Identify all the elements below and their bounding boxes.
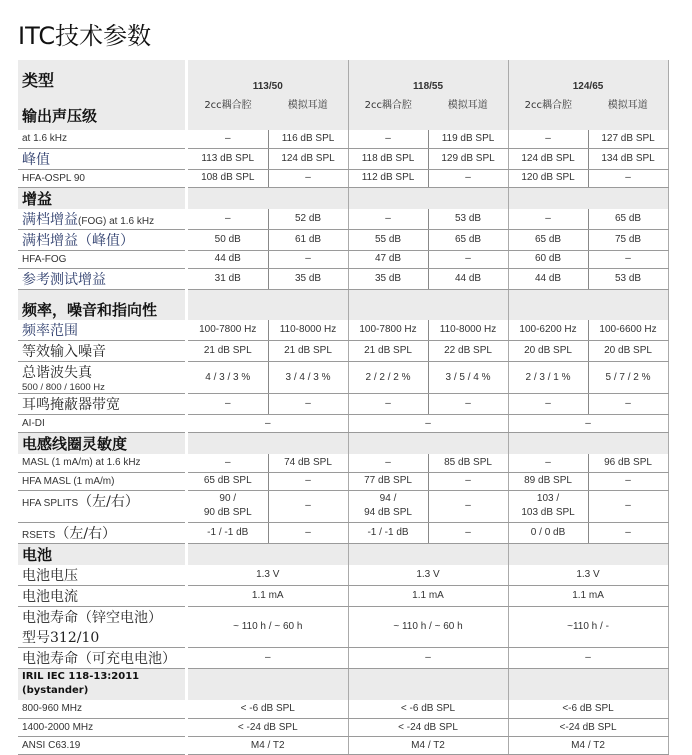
row-label: 满档增益 <box>22 211 78 228</box>
section-label: IRIL IEC 118-13:2011 <box>22 671 140 683</box>
subcol-header: 2cc耦合腔 <box>508 92 588 130</box>
value-cell: – <box>188 209 268 230</box>
value-cell: 110-8000 Hz <box>268 320 348 341</box>
label-cell <box>18 394 185 415</box>
value-cell: 61 dB <box>268 229 348 250</box>
label-cell <box>18 209 185 230</box>
value-cell: 3 / 4 / 3 % <box>268 362 348 394</box>
subcol-header: 2cc耦合腔 <box>188 92 268 130</box>
value-cell: – <box>188 394 268 415</box>
value-cell: -1 / -1 dB <box>348 522 428 543</box>
section-row <box>18 543 668 565</box>
value-cell: – <box>268 394 348 415</box>
value-cell: M4 / T2 <box>188 736 348 754</box>
table-row <box>18 268 668 289</box>
value-cell: 124 dB SPL <box>268 148 348 169</box>
label-cell <box>18 606 185 647</box>
table-row <box>18 606 668 647</box>
label-cell <box>18 718 185 736</box>
model-header: 124/65 <box>508 60 668 92</box>
value-cell: – <box>508 454 588 472</box>
value-cell: < -24 dB SPL <box>188 718 348 736</box>
row-label-suffix: （左/右） <box>78 493 139 510</box>
value-cell: 2 / 3 / 1 % <box>508 362 588 394</box>
table-row <box>18 565 668 586</box>
section-row <box>18 187 668 209</box>
table-row <box>18 250 668 268</box>
value-cell: – <box>508 415 668 433</box>
value-cell: – <box>588 169 668 187</box>
value-cell: 100-7800 Hz <box>188 320 268 341</box>
value-cell: – <box>428 472 508 490</box>
value-cell: – <box>348 647 508 668</box>
row-label: HFA-OSPL 90 <box>22 172 85 184</box>
table-row <box>18 454 668 472</box>
table-row <box>18 229 668 250</box>
value-cell: ~ 110 h / ~ 60 h <box>348 606 508 647</box>
value-cell: 65 dB <box>428 229 508 250</box>
row-label: 峰值 <box>22 151 50 168</box>
value-cell: – <box>268 490 348 522</box>
section-cell <box>18 187 185 209</box>
value-cell: 124 dB SPL <box>508 148 588 169</box>
table-row <box>18 585 668 606</box>
table-row <box>18 472 668 490</box>
value-cell: < -24 dB SPL <box>348 718 508 736</box>
value-cell: 65 dB <box>588 209 668 230</box>
value-cell: 21 dB SPL <box>348 341 428 362</box>
section-output-level: 输出声压级 <box>22 107 98 125</box>
page-title: ITC技术参数 <box>18 22 152 50</box>
model-header: 113/50 <box>188 60 348 92</box>
value-cell: 21 dB SPL <box>268 341 348 362</box>
section-label-2: (bystander) <box>22 685 89 697</box>
header-row <box>18 60 668 92</box>
section-row <box>18 289 668 320</box>
table-row <box>18 169 668 187</box>
value-cell: – <box>508 130 588 148</box>
value-cell: 60 dB <box>508 250 588 268</box>
section-label: 增益 <box>22 189 53 208</box>
value-cell: ~ 110 h / ~ 60 h <box>188 606 348 647</box>
row-label: AI-DI <box>22 418 45 429</box>
table-row <box>18 522 668 543</box>
value-cell: 127 dB SPL <box>588 130 668 148</box>
label-cell <box>18 585 185 606</box>
table-row <box>18 718 668 736</box>
value-cell: – <box>588 472 668 490</box>
row-label: HFA MASL (1 mA/m) <box>22 475 115 487</box>
label-cell <box>18 490 185 522</box>
value-cell: – <box>188 454 268 472</box>
value-cell: – <box>348 394 428 415</box>
value-cell: 0 / 0 dB <box>508 522 588 543</box>
value-cell: 96 dB SPL <box>588 454 668 472</box>
value-cell: 55 dB <box>348 229 428 250</box>
value-cell: 74 dB SPL <box>268 454 348 472</box>
value-cell: – <box>588 394 668 415</box>
table-row <box>18 341 668 362</box>
row-label: 满档增益（峰值） <box>22 232 134 249</box>
value-cell: – <box>508 647 668 668</box>
value-cell: – <box>348 415 508 433</box>
table-row <box>18 148 668 169</box>
label-cell <box>18 472 185 490</box>
row-label: MASL (1 mA/m) at 1.6 kHz <box>22 457 141 469</box>
section-label: 电池 <box>22 545 53 564</box>
value-cell: 129 dB SPL <box>428 148 508 169</box>
value-cell: 65 dB SPL <box>188 472 268 490</box>
value-cell: – <box>348 454 428 472</box>
value-cell: 94 / 94 dB SPL <box>348 490 428 522</box>
label-cell <box>18 647 185 668</box>
row-label: HFA SPLITS <box>22 497 79 509</box>
row-label: 1400-2000 MHz <box>22 721 94 733</box>
label-cell <box>18 229 185 250</box>
table-row <box>18 415 668 433</box>
label-cell <box>18 130 185 148</box>
label-cell <box>18 454 185 472</box>
subcol-header: 模拟耳道 <box>428 92 508 130</box>
value-cell: 20 dB SPL <box>508 341 588 362</box>
value-cell: 119 dB SPL <box>428 130 508 148</box>
value-cell: 3 / 5 / 4 % <box>428 362 508 394</box>
value-cell: – <box>268 522 348 543</box>
table-row <box>18 647 668 668</box>
value-cell: – <box>508 209 588 230</box>
section-cell <box>18 433 185 455</box>
value-cell: 20 dB SPL <box>588 341 668 362</box>
value-cell: – <box>268 250 348 268</box>
value-cell: 1.3 V <box>188 565 348 586</box>
label-cell <box>18 522 185 543</box>
value-cell: 110-8000 Hz <box>428 320 508 341</box>
value-cell: <-24 dB SPL <box>508 718 668 736</box>
value-cell: 134 dB SPL <box>588 148 668 169</box>
section-row <box>18 433 668 455</box>
value-cell: – <box>428 490 508 522</box>
value-cell: 113 dB SPL <box>188 148 268 169</box>
value-cell: 89 dB SPL <box>508 472 588 490</box>
value-cell: 77 dB SPL <box>348 472 428 490</box>
section-cell <box>18 543 185 565</box>
value-cell: – <box>428 394 508 415</box>
label-cell <box>18 169 185 187</box>
value-cell: 118 dB SPL <box>348 148 428 169</box>
value-cell: 31 dB <box>188 268 268 289</box>
type-header-cell <box>18 60 185 130</box>
row-label-2: 型号312/10 <box>22 629 100 646</box>
table-row <box>18 700 668 718</box>
model-header: 118/55 <box>348 60 508 92</box>
value-cell: 52 dB <box>268 209 348 230</box>
subcol-header: 2cc耦合腔 <box>348 92 428 130</box>
value-cell: 53 dB <box>588 268 668 289</box>
row-label-suffix: (FOG) at 1.6 kHz <box>78 215 155 227</box>
row-label: 等效输入噪音 <box>22 344 106 360</box>
value-cell: 1.3 V <box>508 565 668 586</box>
value-cell: – <box>188 415 348 433</box>
section-cell <box>18 668 185 700</box>
value-cell: – <box>588 522 668 543</box>
value-cell: 120 dB SPL <box>508 169 588 187</box>
section-label: 电感线圈灵敏度 <box>22 435 128 453</box>
value-cell: – <box>348 130 428 148</box>
value-cell: – <box>188 130 268 148</box>
label-cell <box>18 148 185 169</box>
value-cell: 100-6600 Hz <box>588 320 668 341</box>
label-cell <box>18 565 185 586</box>
spec-table <box>18 60 669 755</box>
row-label: RSETS <box>22 529 56 541</box>
value-cell: – <box>428 522 508 543</box>
table-row <box>18 394 668 415</box>
label-cell <box>18 320 185 341</box>
value-cell: 47 dB <box>348 250 428 268</box>
row-label: 电池寿命（锌空电池） <box>22 609 162 626</box>
table-row <box>18 736 668 754</box>
value-cell: 1.1 mA <box>348 585 508 606</box>
table-row <box>18 130 668 148</box>
value-cell: 50 dB <box>188 229 268 250</box>
row-label: 频率范围 <box>22 323 78 339</box>
label-cell <box>18 250 185 268</box>
row-label: 耳鸣掩蔽器带宽 <box>22 397 120 413</box>
label-cell <box>18 736 185 754</box>
value-cell: -1 / -1 dB <box>188 522 268 543</box>
value-cell: 53 dB <box>428 209 508 230</box>
row-label: 800-960 MHz <box>22 703 83 715</box>
value-cell: 44 dB <box>188 250 268 268</box>
value-cell: 2 / 2 / 2 % <box>348 362 428 394</box>
value-cell: < -6 dB SPL <box>348 700 508 718</box>
value-cell: 5 / 7 / 2 % <box>588 362 668 394</box>
row-label-suffix: （左/右） <box>55 525 117 542</box>
label-cell <box>18 341 185 362</box>
row-sublabel: 500 / 800 / 1600 Hz <box>22 382 105 393</box>
section-row <box>18 668 668 700</box>
value-cell: – <box>588 250 668 268</box>
row-label: ANSI C63.19 <box>22 739 81 751</box>
value-cell: 4 / 3 / 3 % <box>188 362 268 394</box>
row-label: HFA-FOG <box>22 253 67 265</box>
value-cell: 22 dB SPL <box>428 341 508 362</box>
value-cell: – <box>348 209 428 230</box>
row-label: 电池电压 <box>22 567 78 584</box>
value-cell: – <box>188 647 348 668</box>
value-cell: – <box>268 472 348 490</box>
value-cell: 103 / 103 dB SPL <box>508 490 588 522</box>
value-cell: 1.1 mA <box>188 585 348 606</box>
value-cell: M4 / T2 <box>508 736 668 754</box>
subcol-header: 模拟耳道 <box>268 92 348 130</box>
value-cell: < -6 dB SPL <box>188 700 348 718</box>
value-cell: 1.1 mA <box>508 585 668 606</box>
value-cell: 44 dB <box>508 268 588 289</box>
value-cell: 100-6200 Hz <box>508 320 588 341</box>
value-cell: 65 dB <box>508 229 588 250</box>
subcol-header: 模拟耳道 <box>588 92 668 130</box>
section-label: 频率，噪音和指向性 <box>22 301 158 319</box>
value-cell: – <box>268 169 348 187</box>
label-cell <box>18 415 185 433</box>
value-cell: 21 dB SPL <box>188 341 268 362</box>
label-cell <box>18 362 185 394</box>
value-cell: <-6 dB SPL <box>508 700 668 718</box>
table-row <box>18 362 668 394</box>
table-row <box>18 209 668 230</box>
row-label: 总谐波失真 <box>22 365 92 381</box>
value-cell: – <box>428 169 508 187</box>
value-cell: 75 dB <box>588 229 668 250</box>
value-cell: 35 dB <box>348 268 428 289</box>
table-row <box>18 490 668 522</box>
value-cell: 108 dB SPL <box>188 169 268 187</box>
section-cell <box>18 289 185 320</box>
value-cell: 90 / 90 dB SPL <box>188 490 268 522</box>
value-cell: 1.3 V <box>348 565 508 586</box>
value-cell: 116 dB SPL <box>268 130 348 148</box>
type-label: 类型 <box>22 71 55 90</box>
value-cell: 85 dB SPL <box>428 454 508 472</box>
table-row <box>18 320 668 341</box>
value-cell: 35 dB <box>268 268 348 289</box>
value-cell: – <box>588 490 668 522</box>
row-label: 电池寿命（可充电电池） <box>22 650 176 667</box>
value-cell: M4 / T2 <box>348 736 508 754</box>
value-cell: 44 dB <box>428 268 508 289</box>
label-cell <box>18 700 185 718</box>
label-cell <box>18 268 185 289</box>
value-cell: – <box>428 250 508 268</box>
row-label: at 1.6 kHz <box>22 133 68 145</box>
value-cell: 100-7800 Hz <box>348 320 428 341</box>
value-cell: – <box>508 394 588 415</box>
value-cell: 112 dB SPL <box>348 169 428 187</box>
value-cell: ~110 h / - <box>508 606 668 647</box>
row-label: 参考测试增益 <box>22 271 106 288</box>
row-label: 电池电流 <box>22 588 78 605</box>
